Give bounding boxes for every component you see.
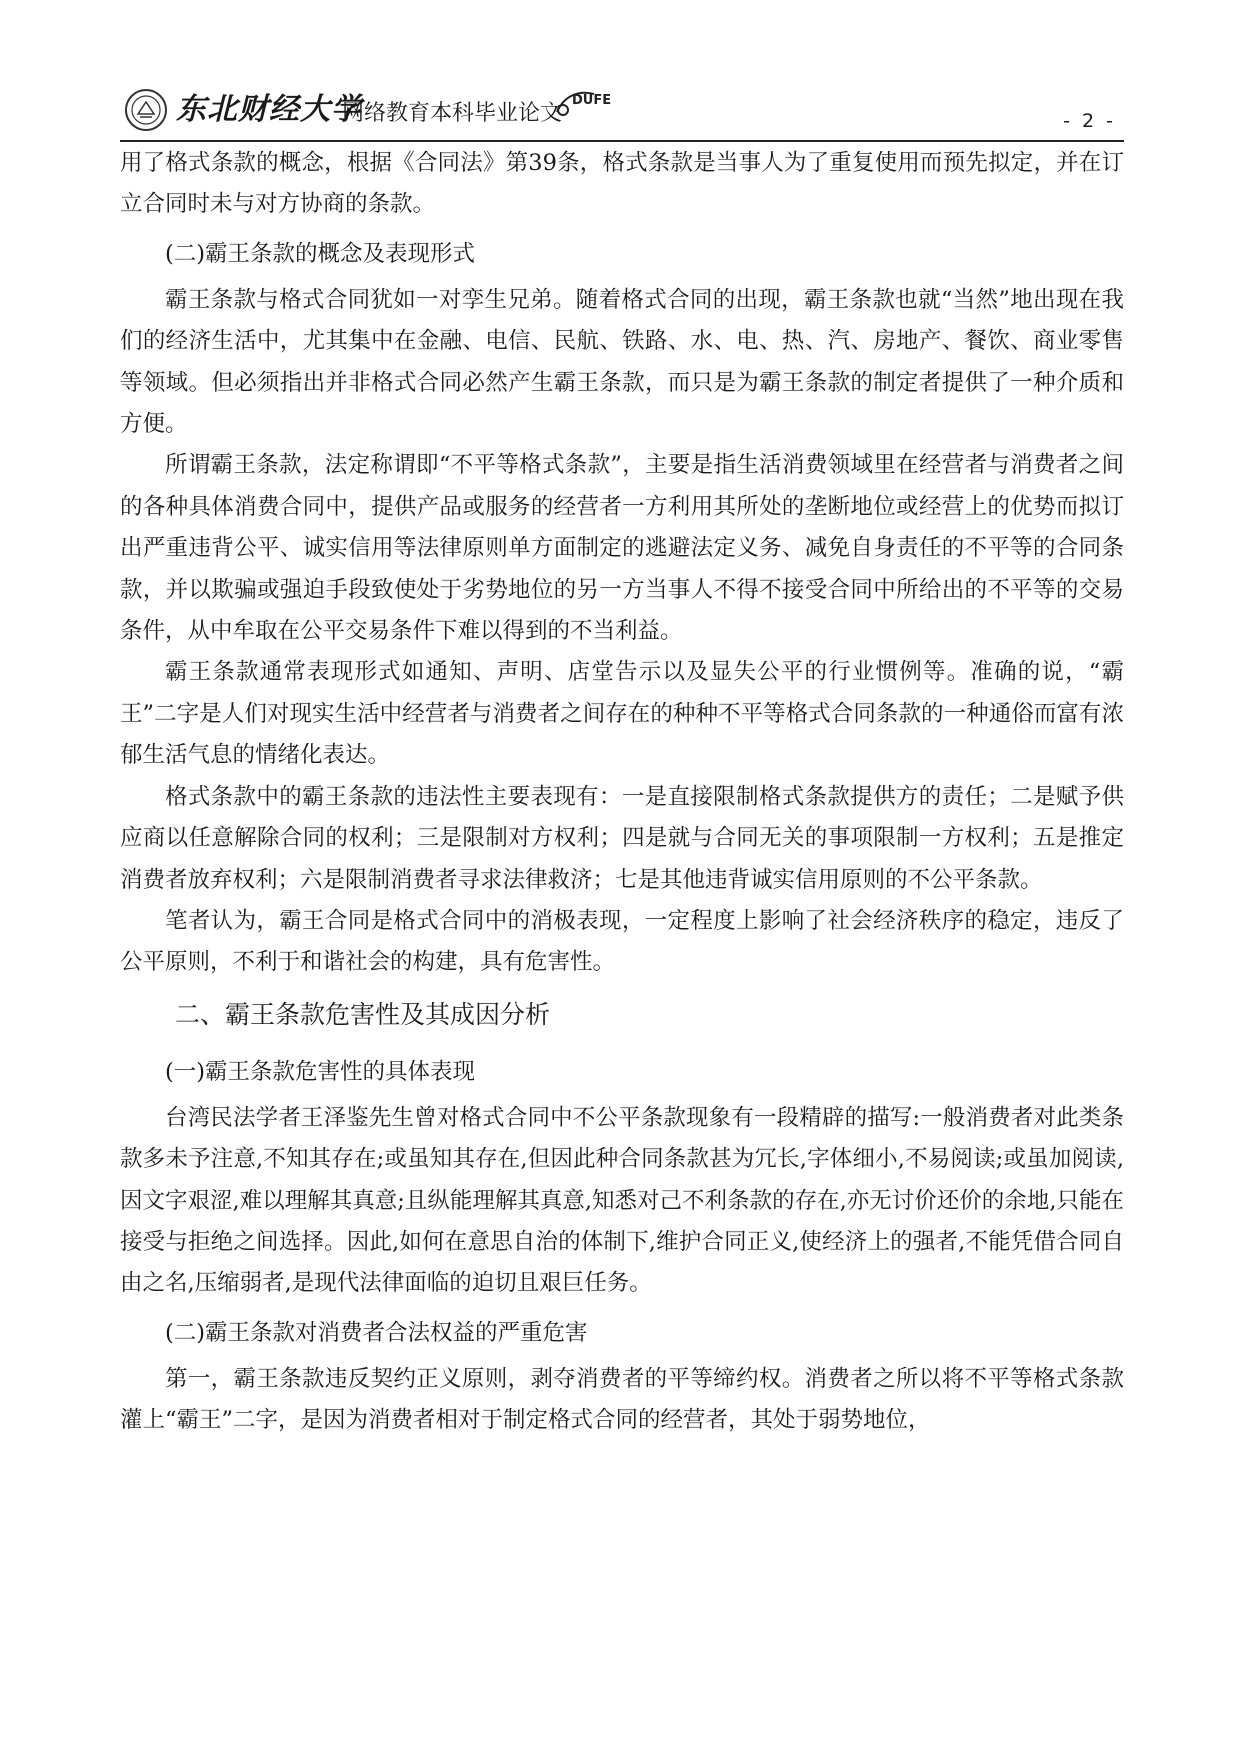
paragraph-illegality: 格式条款中的霸王条款的违法性主要表现有：一是直接限制格式条款提供方的责任；二是赋予供应商以任意解除合同的权利；三是限制对方权利；四是就与合同无关的事项限制一方权利；五是推定消费者放弃权利；六是限制消费者寻求法律救济；七是其他违背诚实信用原则的不公平条款。 <box>120 783 1124 893</box>
thesis-type-label: 网络教育本科毕业论文 <box>342 101 563 126</box>
page-header <box>120 84 1124 140</box>
paragraph-twin-relationship: 霸王条款与格式合同犹如一对孪生兄弟。随着格式合同的出现，霸王条款也就“当然”地出现在我们的经济生活中，尤其集中在金融、电信、民航、铁路、水、电、热、汽、房地产、餐饮、商业零售等领域。但必须指出并非格式合同必然产生霸王条款，而只是为霸王条款的制定者提供了一种介质和方便。 <box>120 286 1124 438</box>
emblem-lettering: DUFE <box>572 93 612 108</box>
paragraph-wang-zejian-quote: 台湾民法学者王泽鉴先生曾对格式合同中不公平条款现象有一段精辟的描写:一般消费者对此类条款多未予注意,不知其存在;或虽知其存在,但因此种合同条款甚为冗长,字体细小,不易阅读;或虽加阅读,因文字艰涩,难以理解其真意;且纵能理解其真意,知悉对己不利条款的存在,亦无讨价还价的余地,只能在接受与拒绝之间选择。因此,如何在意思自治的体制下,维护合同正义,使经济上的强者,不能凭借合同自由之名,压缩弱者,是现代法律面临的迫切且艰巨任务。 <box>120 1104 1124 1297</box>
paragraph-first-harm: 第一，霸王条款违反契约正义原则，剥夺消费者的平等缔约权。消费者之所以将不平等格式条款灌上“霸王”二字，是因为消费者相对于制定格式合同的经营者，其处于弱势地位， <box>120 1365 1124 1434</box>
section-heading-harm-analysis: 二、霸王条款危害性及其成因分析 <box>175 999 551 1029</box>
paragraph-author-view: 笔者认为，霸王合同是格式合同中的消极表现，一定程度上影响了社会经济秩序的稳定，违反了公平原则，不利于和谐社会的构建，具有危害性。 <box>120 907 1124 976</box>
paragraph-forms: 霸王条款通常表现形式如通知、声明、店堂告示以及显失公平的行业惯例等。准确的说，“霸王”二字是人们对现实生活中经营者与消费者之间存在的种种不平等格式合同条款的一种通俗而富有浓郁生活气息的情绪化表达。 <box>120 659 1124 769</box>
paragraph-format-clause-definition: 用了格式条款的概念，根据《合同法》第39条，格式条款是当事人为了重复使用而预先拟定，并在订立合同时未与对方协商的条款。 <box>120 150 1124 218</box>
header-rule <box>120 140 1124 142</box>
subheading-harm-to-consumers: (二)霸王条款对消费者合法权益的严重危害 <box>165 1319 588 1346</box>
thesis-body <box>120 143 1124 1442</box>
university-seal-icon <box>124 88 168 132</box>
dufe-emblem-logo <box>554 88 618 118</box>
subheading-concept-and-forms: (二)霸王条款的概念及表现形式 <box>165 240 476 267</box>
paragraph-definition: 所谓霸王条款，法定称谓即“不平等格式条款”，主要是指生活消费领域里在经营者与消费者之间的各种具体消费合同中，提供产品或服务的经营者一方利用其所处的垄断地位或经营上的优势而拟订出严重违背公平、诚实信用等法律原则单方面制定的逃避法定义务、减免自身责任的不平等的合同条款，并以欺骗或强迫手段致使处于劣势地位的另一方当事人不得不接受合同中所给出的不平等的交易条件，从中牟取在公平交易条件下难以得到的不当利益。 <box>120 452 1124 645</box>
subheading-specific-harms: (一)霸王条款危害性的具体表现 <box>165 1058 476 1085</box>
university-name-logotype: 东北财经大学 <box>176 92 362 127</box>
page-number: - 2 - <box>1063 110 1116 132</box>
